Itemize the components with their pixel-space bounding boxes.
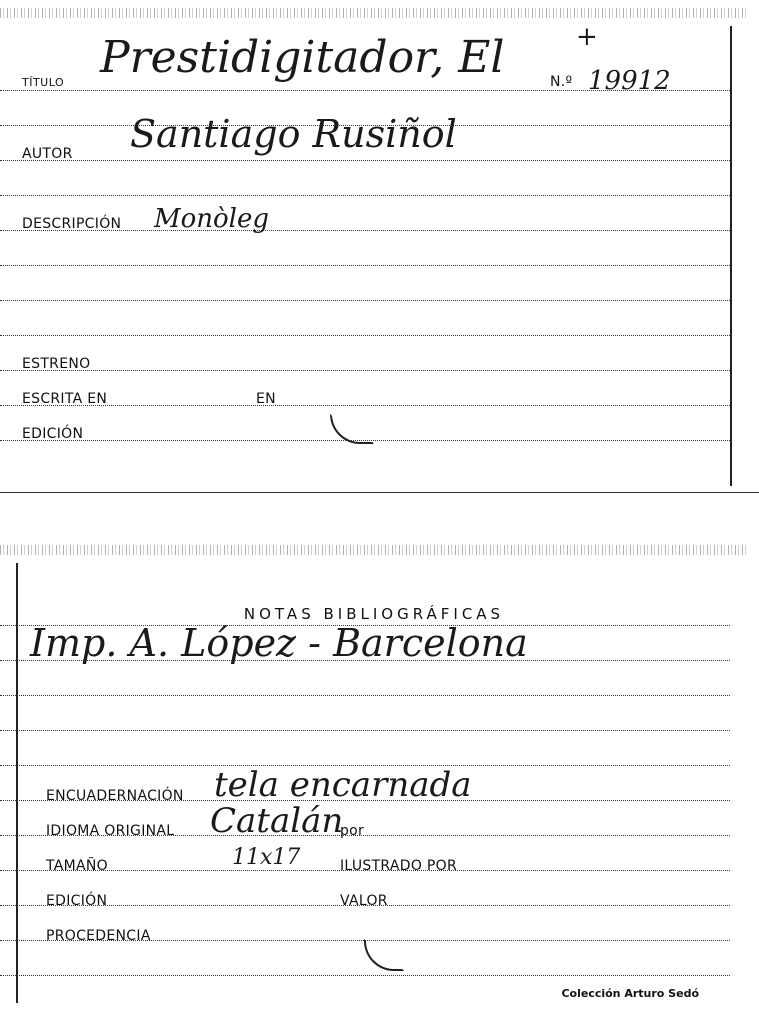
tamano-handwritten: 11x17: [232, 845, 301, 870]
procedencia-label: PROCEDENCIA: [46, 928, 151, 944]
hole-mark: [364, 939, 404, 971]
rule-line: [0, 160, 730, 161]
titulo-handwritten: Prestidigitador, El: [100, 32, 505, 83]
idioma-label: IDIOMA ORIGINAL: [46, 823, 175, 839]
cross-mark: +: [576, 22, 598, 52]
rule-line: [0, 730, 730, 731]
notas-heading: NOTAS BIBLIOGRÁFICAS: [243, 605, 505, 623]
rule-line: [0, 405, 730, 406]
descripcion-label: DESCRIPCIÓN: [22, 216, 122, 232]
edicion-back-label: EDICIÓN: [46, 893, 108, 909]
rule-line: [0, 975, 730, 976]
rule-line: [0, 300, 730, 301]
autor-handwritten: Santiago Rusiñol: [130, 112, 457, 156]
rule-line: [0, 265, 730, 266]
descripcion-handwritten: Monòleg: [154, 204, 270, 234]
collection-credit: Colección Arturo Sedó: [561, 987, 699, 1000]
card-edge-speckle: [0, 8, 748, 18]
card-separator: [0, 492, 759, 493]
card-edge-speckle: [0, 545, 748, 555]
escrita-en-label: ESCRITA EN: [22, 391, 108, 407]
card-right-border: [730, 26, 732, 486]
nota-handwritten: Imp. A. López - Barcelona: [30, 621, 528, 665]
rule-line: [0, 695, 730, 696]
encuadernacion-handwritten: tela encarnada: [214, 765, 472, 805]
rule-line: [0, 195, 730, 196]
autor-label: AUTOR: [22, 146, 73, 162]
tamano-label: TAMAÑO: [46, 858, 108, 874]
numero-label: N.º: [550, 74, 573, 90]
edicion-label: EDICIÓN: [22, 426, 84, 442]
numero-handwritten: 19912: [588, 66, 671, 96]
catalog-card-front: [0, 8, 748, 492]
por-label: por: [340, 823, 365, 839]
rule-line: [0, 370, 730, 371]
en-label: EN: [256, 391, 276, 407]
card-left-border: [16, 563, 18, 1003]
catalog-card-back: [0, 545, 748, 1015]
rule-line: [0, 335, 730, 336]
estreno-label: ESTRENO: [22, 356, 91, 372]
valor-label: VALOR: [340, 893, 388, 909]
ilustrado-label: ILUSTRADO POR: [340, 858, 457, 874]
titulo-label: TÍTULO: [22, 76, 65, 89]
encuadernacion-label: ENCUADERNACIÓN: [46, 788, 184, 804]
idioma-handwritten: Catalán: [210, 801, 344, 841]
